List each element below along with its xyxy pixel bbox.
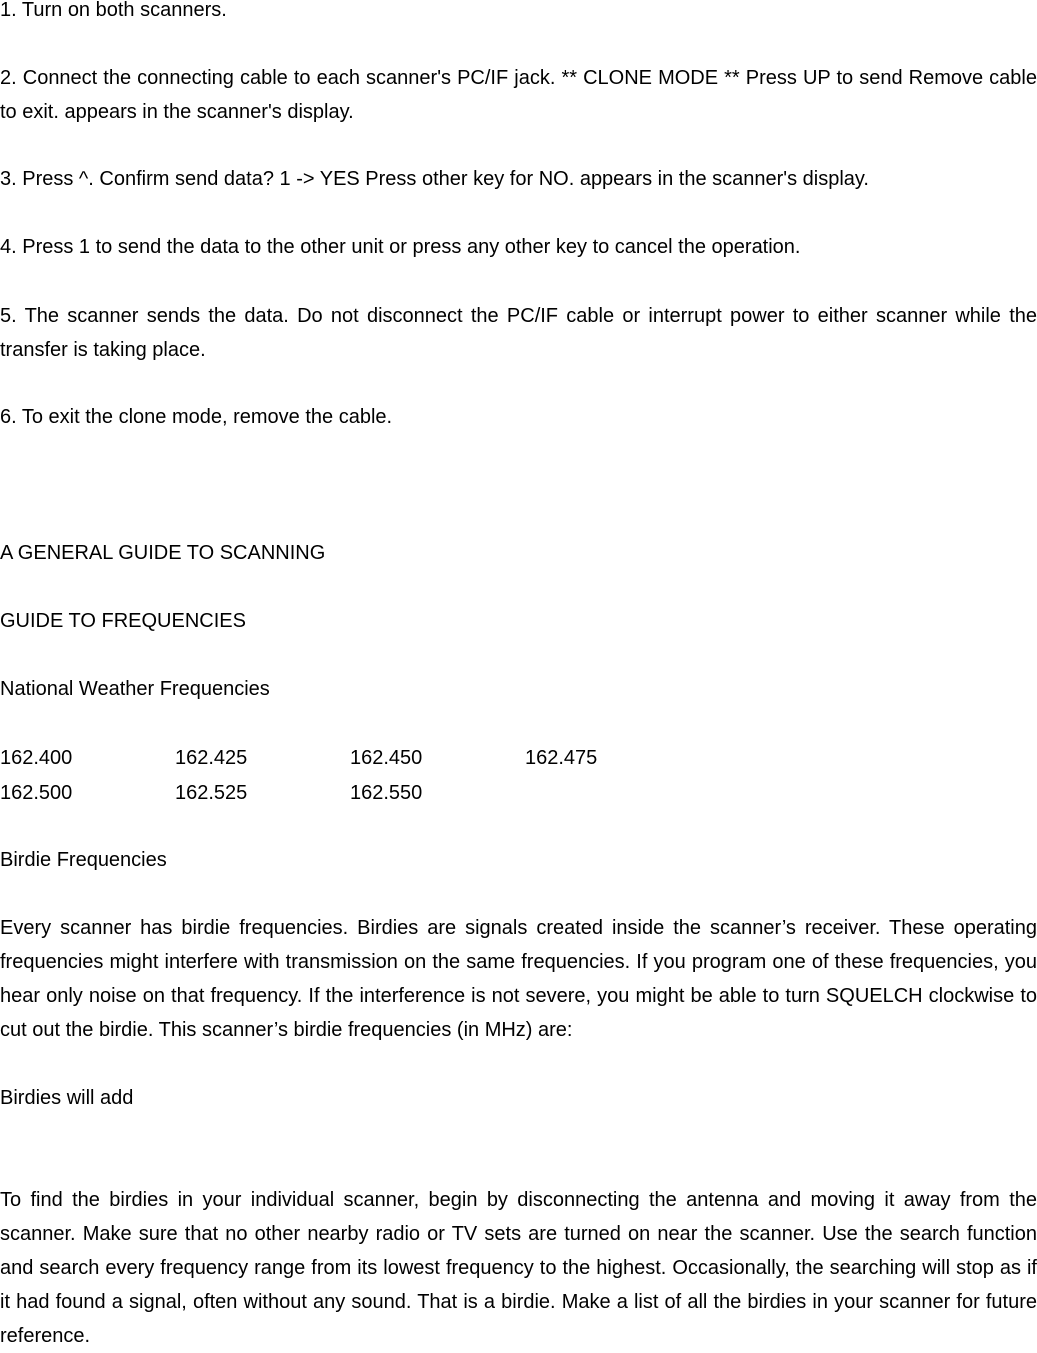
subsection-title: GUIDE TO FREQUENCIES bbox=[0, 610, 246, 632]
frequency-value: 162.500 bbox=[0, 782, 73, 804]
step-1: 1. Turn on both scanners. bbox=[0, 0, 227, 21]
frequency-value: 162.475 bbox=[525, 747, 598, 769]
frequency-value: 162.425 bbox=[175, 747, 248, 769]
birdie-note: Birdies will add bbox=[0, 1087, 134, 1109]
birdie-heading: Birdie Frequencies bbox=[0, 849, 167, 871]
step-6: 6. To exit the clone mode, remove the cable. bbox=[0, 406, 393, 428]
birdie-paragraph: Every scanner has birdie frequencies. Birdies are signals created inside the scanner’s receiver. These operating frequencies might interfere with transmission on the same frequencies. If you program one of these frequencies, you hear only noise on that frequency. If the interference is not severe, you might be able to turn SQUELCH clockwise to cut out the birdie. This scanner’s birdie frequencies (in MHz) are: bbox=[0, 917, 1037, 1041]
frequency-value: 162.400 bbox=[0, 747, 73, 769]
weather-freq-row-2 bbox=[0, 776, 700, 810]
weather-freq-row-1 bbox=[0, 741, 700, 775]
frequency-value: 162.525 bbox=[175, 782, 248, 804]
step-4: 4. Press 1 to send the data to the other unit or press any other key to cancel the operation. bbox=[0, 236, 801, 258]
step-3: 3. Press ^. Confirm send data? 1 -> YES Press other key for NO. appears in the scanner's display. bbox=[0, 168, 869, 190]
step-2: 2. Connect the connecting cable to each scanner's PC/IF jack. ** CLONE MODE ** Press UP to send Remove cable to exit. appears in the scanner's display. bbox=[0, 67, 1037, 123]
birdie-find-paragraph: To find the birdies in your individual scanner, begin by disconnecting the antenna and moving it away from the scanner. Make sure that no other nearby radio or TV sets are turned on near the scanner. Use the search function and search every frequency range from its lowest frequency to the highest. Occasionally, the searching will stop as if it had found a signal, often without any sound. That is a birdie. Make a list of all the birdies in your scanner for future reference. bbox=[0, 1189, 1037, 1347]
frequency-value: 162.450 bbox=[350, 747, 423, 769]
frequency-value: 162.550 bbox=[350, 782, 423, 804]
weather-heading: National Weather Frequencies bbox=[0, 678, 270, 700]
step-5: 5. The scanner sends the data. Do not disconnect the PC/IF cable or interrupt power to either scanner while the transfer is taking place. bbox=[0, 305, 1037, 361]
section-title: A GENERAL GUIDE TO SCANNING bbox=[0, 542, 326, 564]
